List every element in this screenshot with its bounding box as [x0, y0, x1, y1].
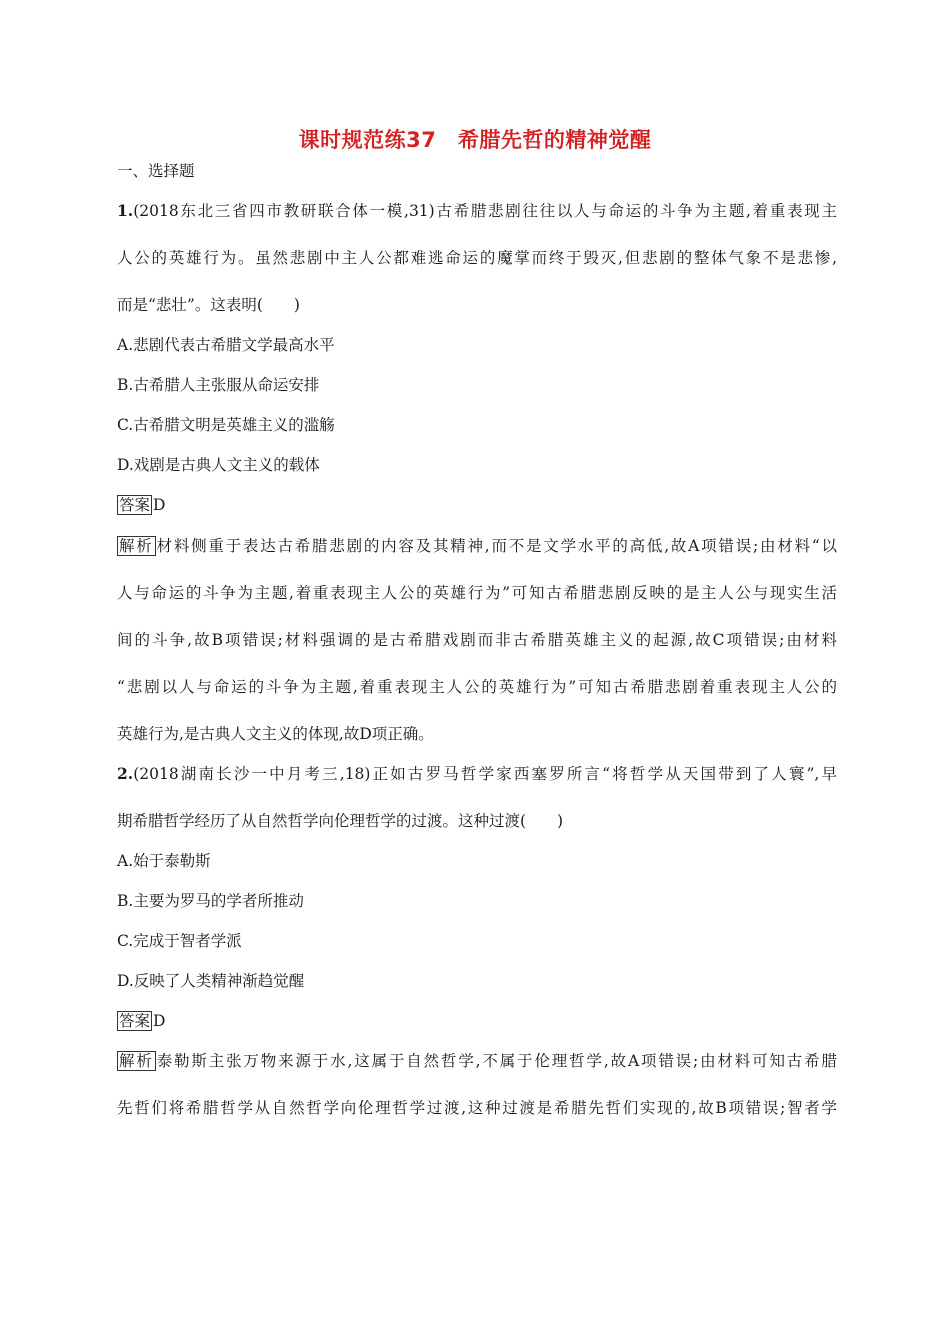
q2-option-b: B.主要为罗马的学者所推动 [117, 892, 304, 910]
q1-option-a: A.悲剧代表古希腊文学最高水平 [117, 336, 335, 354]
q1-analysis-line-4: “悲剧以人与命运的斗争为主题,着重表现主人公的英雄行为”可知古希腊悲剧着重表现主人公的 [117, 678, 837, 696]
section-heading: 一、选择题 [117, 162, 195, 180]
q2-option-a: A.始于泰勒斯 [117, 852, 211, 870]
q2-option-c: C.完成于智者学派 [117, 932, 242, 950]
q1-option-c: C.古希腊文明是英雄主义的滥觞 [117, 416, 335, 434]
q2-stem-line-1 [117, 763, 837, 785]
q1-option-b: B.古希腊人主张服从命运安排 [117, 376, 320, 394]
q1-stem-line-1 [117, 200, 837, 222]
q2-stem-text-1: (2018湖南长沙一中月考三,18)正如古罗马哲学家西塞罗所言“将哲学从天国带到了人寰”,早 [133, 765, 837, 783]
q2-number: 2. [117, 764, 134, 783]
q1-stem-line-3: 而是“悲壮”。这表明( ) [117, 296, 300, 314]
q1-stem-text-1: (2018东北三省四市教研联合体一模,31)古希腊悲剧往往以人与命运的斗争为主题,着重表现主 [133, 202, 837, 220]
q2-analysis-text-1: 泰勒斯主张万物来源于水,这属于自然哲学,不属于伦理哲学,故A项错误;由材料可知古希腊 [156, 1052, 837, 1070]
answer-label: 答案 [119, 496, 151, 514]
q1-stem-line-2: 人公的英雄行为。虽然悲剧中主人公都难逃命运的魔掌而终于毁灭,但悲剧的整体气象不是悲惨, [117, 249, 837, 267]
page-title: 课时规范练37 希腊先哲的精神觉醒 [298, 128, 652, 152]
analysis-label: 解析 [119, 1052, 154, 1070]
q1-analysis-text-1: 材料侧重于表达古希腊悲剧的内容及其精神,而不是文学水平的高低,故A项错误;由材料“以 [156, 537, 837, 555]
q2-analysis-line-2: 先哲们将希腊哲学从自然哲学向伦理哲学过渡,这种过渡是希腊先哲们实现的,故B项错误;智者学 [117, 1099, 837, 1117]
q2-stem-line-2: 期希腊哲学经历了从自然哲学向伦理哲学的过渡。这种过渡( ) [117, 812, 564, 830]
analysis-label: 解析 [119, 537, 154, 555]
q1-answer [117, 494, 837, 516]
q1-analysis-line-2: 人与命运的斗争为主题,着重表现主人公的英雄行为”可知古希腊悲剧反映的是主人公与现实生活 [117, 584, 837, 602]
q1-number: 1. [117, 201, 134, 220]
answer-label: 答案 [119, 1012, 151, 1030]
q1-analysis-line-5: 英雄行为,是古典人文主义的体现,故D项正确。 [117, 725, 434, 743]
q2-answer [117, 1010, 837, 1032]
q2-option-d: D.反映了人类精神渐趋觉醒 [117, 972, 305, 990]
q1-analysis-line-3: 间的斗争,故B项错误;材料强调的是古希腊戏剧而非古希腊英雄主义的起源,故C项错误;由材料 [117, 631, 837, 649]
q1-analysis-line-1 [117, 535, 837, 557]
q2-analysis-line-1 [117, 1050, 837, 1072]
q2-answer-value: D [153, 1012, 166, 1030]
q1-answer-value: D [153, 496, 166, 514]
q1-option-d: D.戏剧是古典人文主义的载体 [117, 456, 320, 474]
